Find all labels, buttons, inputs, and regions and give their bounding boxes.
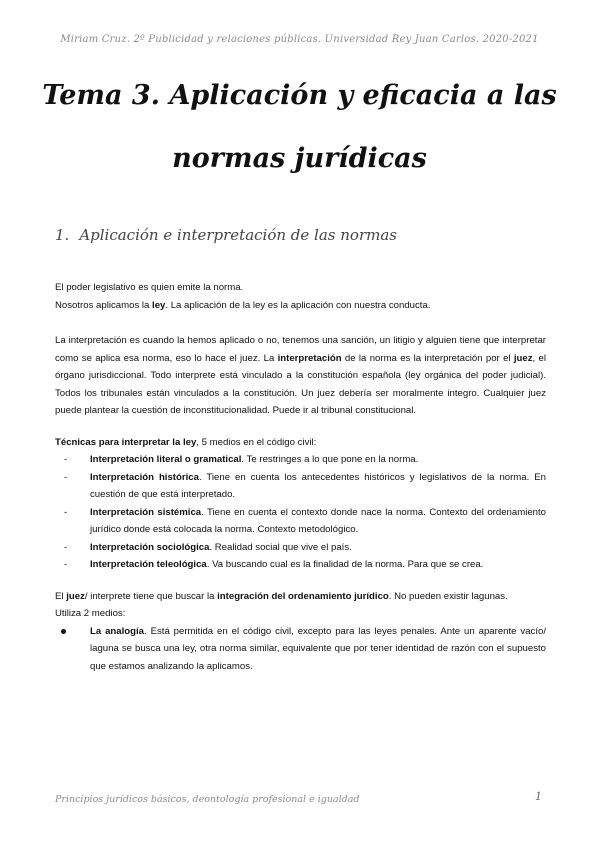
list-item: - Interpretación sistémica. Tiene en cuenta el contexto donde nace la norma. Contexto del ordenamiento jurídico donde está colocada la norma. Contexto metodológico. (55, 504, 546, 539)
bullet-icon (61, 629, 66, 634)
list-item: La analogía. Está permitida en el código civil, excepto para las leyes penales. Ante un aparente vacío/ laguna se busca una ley, otra norma similar, equivalente que por tener identidad de razón con el supuesto que estamos analizando la aplicamos. (55, 623, 546, 676)
document-title-line-2: normas jurídicas (172, 143, 427, 174)
paragraph-4: El juez/ interprete tiene que buscar la integración del ordenamiento jurídico. No pueden existir lagunas. (55, 590, 508, 602)
document-title-line-1: Tema 3. Aplicación y eficacia a las (42, 80, 557, 111)
paragraph-1: El poder legislativo es quien emite la norma. (55, 282, 244, 293)
paragraph-3: La interpretación es cuando la hemos aplicado o no, tenemos una sanción, un litigio y alguien tiene que interpretar como se aplica esa norma, eso lo hace el juez. La interpretación de la norma es la interpretación por el juez, el órgano jurisdiccional. Todo interprete está vinculado a la constitución española (ley orgánica del poder judicial). Todos los tribunales están vinculados a la constitución. Un juez debería ser moralmente integro. Cualquier juez puede plantear la cuestión de inconstitucionalidad. Puede ir al tribunal constitucional. (55, 335, 546, 416)
means-list (55, 623, 546, 676)
section-title: Aplicación e interpretación de las normas (79, 226, 397, 244)
techniques-intro: Técnicas para interpretar la ley, 5 medios en el código civil: (55, 436, 317, 448)
body-text (55, 279, 546, 675)
section-heading (55, 226, 397, 244)
list-item: - Interpretación histórica. Tiene en cuenta los antecedentes históricos y legislativos de la norma. En cuestión de que está interpretado. (55, 469, 546, 504)
list-item: - Interpretación literal o gramatical. Te restringes a lo que pone en la norma. (55, 451, 546, 469)
list-item: - Interpretación teleológica. Va buscando cual es la finalidad de la norma. Para que se crea. (55, 556, 546, 574)
footer-note: Principios jurídicos básicos, deontología profesional e igualdad (55, 794, 360, 805)
paragraph-2: Nosotros aplicamos la ley. La aplicación de la ley es la aplicación con nuestra conducta. (55, 299, 431, 311)
section-number: 1. (55, 226, 70, 244)
paragraph-5: Utiliza 2 medios: (55, 608, 126, 619)
techniques-list (55, 451, 546, 574)
header-note: Miriam Cruz. 2º Publicidad y relaciones públicas. Universidad Rey Juan Carlos. 2020-2021 (60, 34, 539, 45)
page-number: 1 (535, 790, 542, 803)
list-item: - Interpretación sociológica. Realidad social que vive el país. (55, 539, 546, 557)
